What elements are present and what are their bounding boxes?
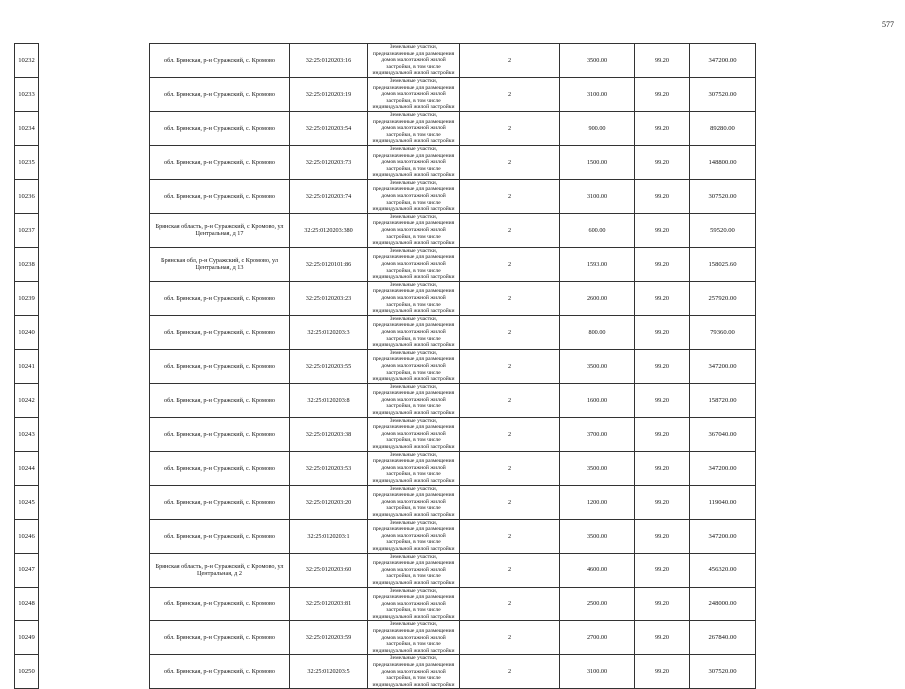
spacer-cell	[39, 451, 150, 485]
area-cell: 900.00	[560, 111, 635, 145]
land-purpose-cell: Земельные участки, предназначенные для размещения домов малоэтажной жилой застройки, в том числе индивидуальной жилой застройки	[368, 281, 460, 315]
cadastral-number-cell: 32:25:0120203:60	[290, 553, 368, 587]
cadastral-value-cell: 158720.00	[690, 383, 756, 417]
table-row	[15, 519, 887, 553]
table-row	[15, 213, 887, 247]
rate-cell: 99.20	[635, 621, 690, 655]
spacer-cell	[39, 519, 150, 553]
spacer-cell	[39, 621, 150, 655]
cadastral-number-cell: 32:25:0120203:19	[290, 77, 368, 111]
rate-cell: 99.20	[635, 281, 690, 315]
area-cell: 600.00	[560, 213, 635, 247]
table-row	[15, 485, 887, 519]
table-row	[15, 383, 887, 417]
land-purpose-cell: Земельные участки, предназначенные для размещения домов малоэтажной жилой застройки, в том числе индивидуальной жилой застройки	[368, 145, 460, 179]
row-number-cell: 10234	[15, 111, 39, 145]
group-cell: 2	[460, 281, 560, 315]
address-cell: обл. Брянская, р-н Суражский, с. Кромово	[150, 485, 290, 519]
rate-cell: 99.20	[635, 417, 690, 451]
cadastral-number-cell: 32:25:0120101:86	[290, 247, 368, 281]
group-cell: 2	[460, 77, 560, 111]
area-cell: 3100.00	[560, 179, 635, 213]
cadastral-number-cell: 32:25:0120203:16	[290, 44, 368, 78]
table-body	[15, 44, 887, 689]
group-cell: 2	[460, 451, 560, 485]
group-cell: 2	[460, 315, 560, 349]
cadastral-value-cell: 456320.00	[690, 553, 756, 587]
spacer-cell	[39, 485, 150, 519]
table-row	[15, 247, 887, 281]
row-number-cell: 10233	[15, 77, 39, 111]
land-purpose-cell: Земельные участки, предназначенные для размещения домов малоэтажной жилой застройки, в том числе индивидуальной жилой застройки	[368, 451, 460, 485]
table-row	[15, 145, 887, 179]
cadastral-value-cell: 307520.00	[690, 77, 756, 111]
address-cell: Брянская область, р-н Суражский, с Кромово, ул Центральная, д 2	[150, 553, 290, 587]
cadastral-number-cell: 32:25:0120203:73	[290, 145, 368, 179]
cadastral-number-cell: 32:25:0120203:38	[290, 417, 368, 451]
row-number-cell: 10247	[15, 553, 39, 587]
rate-cell: 99.20	[635, 655, 690, 689]
row-number-cell: 10240	[15, 315, 39, 349]
address-cell: обл. Брянская, р-н Суражский, с. Кромово	[150, 587, 290, 621]
row-number-cell: 10235	[15, 145, 39, 179]
address-cell: обл. Брянская, р-н Суражский, с. Кромово	[150, 179, 290, 213]
area-cell: 800.00	[560, 315, 635, 349]
spacer-cell	[39, 179, 150, 213]
cadastral-value-cell: 248000.00	[690, 587, 756, 621]
area-cell: 4600.00	[560, 553, 635, 587]
cadastral-number-cell: 32:25:0120203:8	[290, 383, 368, 417]
rate-cell: 99.20	[635, 213, 690, 247]
cadastral-value-cell: 347200.00	[690, 349, 756, 383]
address-cell: обл. Брянская, р-н Суражский, с. Кромово	[150, 451, 290, 485]
spacer-cell	[39, 247, 150, 281]
address-cell: обл. Брянская, р-н Суражский, с. Кромово	[150, 281, 290, 315]
land-purpose-cell: Земельные участки, предназначенные для размещения домов малоэтажной жилой застройки, в том числе индивидуальной жилой застройки	[368, 315, 460, 349]
row-number-cell: 10241	[15, 349, 39, 383]
row-number-cell: 10236	[15, 179, 39, 213]
land-purpose-cell: Земельные участки, предназначенные для размещения домов малоэтажной жилой застройки, в том числе индивидуальной жилой застройки	[368, 621, 460, 655]
table-row	[15, 655, 887, 689]
cadastral-value-cell: 59520.00	[690, 213, 756, 247]
table-row	[15, 553, 887, 587]
row-number-cell: 10246	[15, 519, 39, 553]
rate-cell: 99.20	[635, 315, 690, 349]
row-number-cell: 10242	[15, 383, 39, 417]
row-number-cell: 10243	[15, 417, 39, 451]
cadastral-value-cell: 347200.00	[690, 519, 756, 553]
land-purpose-cell: Земельные участки, предназначенные для размещения домов малоэтажной жилой застройки, в том числе индивидуальной жилой застройки	[368, 77, 460, 111]
spacer-cell	[39, 77, 150, 111]
spacer-cell	[39, 111, 150, 145]
cadastral-number-cell: 32:25:0120203:59	[290, 621, 368, 655]
cadastral-value-cell: 367040.00	[690, 417, 756, 451]
cadastral-value-cell: 89280.00	[690, 111, 756, 145]
cadastral-number-cell: 32:25:0120203:3	[290, 315, 368, 349]
cadastral-number-cell: 32:25:0120203:23	[290, 281, 368, 315]
area-cell: 3500.00	[560, 519, 635, 553]
area-cell: 1600.00	[560, 383, 635, 417]
row-number-cell: 10237	[15, 213, 39, 247]
spacer-cell	[39, 281, 150, 315]
group-cell: 2	[460, 383, 560, 417]
cadastral-value-cell: 347200.00	[690, 451, 756, 485]
rate-cell: 99.20	[635, 519, 690, 553]
group-cell: 2	[460, 247, 560, 281]
cadastral-value-cell: 148800.00	[690, 145, 756, 179]
cadastral-value-cell: 79360.00	[690, 315, 756, 349]
cadastral-number-cell: 32:25:0120203:55	[290, 349, 368, 383]
table-row	[15, 349, 887, 383]
row-number-cell: 10239	[15, 281, 39, 315]
rate-cell: 99.20	[635, 77, 690, 111]
spacer-cell	[39, 553, 150, 587]
group-cell: 2	[460, 213, 560, 247]
group-cell: 2	[460, 145, 560, 179]
row-number-cell: 10244	[15, 451, 39, 485]
cadastral-number-cell: 32:25:0120203:380	[290, 213, 368, 247]
group-cell: 2	[460, 44, 560, 78]
cadastral-number-cell: 32:25:0120203:81	[290, 587, 368, 621]
area-cell: 3700.00	[560, 417, 635, 451]
land-purpose-cell: Земельные участки, предназначенные для размещения домов малоэтажной жилой застройки, в том числе индивидуальной жилой застройки	[368, 655, 460, 689]
group-cell: 2	[460, 621, 560, 655]
table-row	[15, 417, 887, 451]
area-cell: 2500.00	[560, 587, 635, 621]
address-cell: обл. Брянская, р-н Суражский, с. Кромово	[150, 519, 290, 553]
group-cell: 2	[460, 553, 560, 587]
area-cell: 3500.00	[560, 349, 635, 383]
land-purpose-cell: Земельные участки, предназначенные для размещения домов малоэтажной жилой застройки, в том числе индивидуальной жилой застройки	[368, 349, 460, 383]
table-row	[15, 587, 887, 621]
address-cell: обл. Брянская, р-н Суражский, с. Кромово	[150, 349, 290, 383]
land-registry-table	[14, 43, 887, 689]
table-row	[15, 621, 887, 655]
row-number-cell: 10249	[15, 621, 39, 655]
address-cell: обл. Брянская, р-н Суражский, с. Кромово	[150, 621, 290, 655]
group-cell: 2	[460, 417, 560, 451]
rate-cell: 99.20	[635, 485, 690, 519]
spacer-cell	[39, 417, 150, 451]
cadastral-value-cell: 257920.00	[690, 281, 756, 315]
spacer-cell	[39, 145, 150, 179]
group-cell: 2	[460, 179, 560, 213]
rate-cell: 99.20	[635, 179, 690, 213]
address-cell: обл. Брянская, р-н Суражский, с. Кромово	[150, 383, 290, 417]
spacer-cell	[39, 587, 150, 621]
rate-cell: 99.20	[635, 145, 690, 179]
land-purpose-cell: Земельные участки, предназначенные для размещения домов малоэтажной жилой застройки, в том числе индивидуальной жилой застройки	[368, 417, 460, 451]
address-cell: обл. Брянская, р-н Суражский, с. Кромово	[150, 315, 290, 349]
rate-cell: 99.20	[635, 349, 690, 383]
land-purpose-cell: Земельные участки, предназначенные для размещения домов малоэтажной жилой застройки, в том числе индивидуальной жилой застройки	[368, 44, 460, 78]
spacer-cell	[39, 383, 150, 417]
cadastral-value-cell: 307520.00	[690, 655, 756, 689]
cadastral-value-cell: 307520.00	[690, 179, 756, 213]
land-purpose-cell: Земельные участки, предназначенные для размещения домов малоэтажной жилой застройки, в том числе индивидуальной жилой застройки	[368, 553, 460, 587]
cadastral-number-cell: 32:25:0120203:1	[290, 519, 368, 553]
area-cell: 2700.00	[560, 621, 635, 655]
cadastral-value-cell: 119040.00	[690, 485, 756, 519]
cadastral-number-cell: 32:25:0120203:74	[290, 179, 368, 213]
rate-cell: 99.20	[635, 44, 690, 78]
address-cell: обл. Брянская, р-н Суражский, с. Кромово	[150, 417, 290, 451]
table-row	[15, 44, 887, 78]
area-cell: 3500.00	[560, 44, 635, 78]
rate-cell: 99.20	[635, 111, 690, 145]
area-cell: 1593.00	[560, 247, 635, 281]
row-number-cell: 10232	[15, 44, 39, 78]
group-cell: 2	[460, 655, 560, 689]
spacer-cell	[39, 44, 150, 78]
cadastral-value-cell: 267840.00	[690, 621, 756, 655]
land-purpose-cell: Земельные участки, предназначенные для размещения домов малоэтажной жилой застройки, в том числе индивидуальной жилой застройки	[368, 179, 460, 213]
address-cell: обл. Брянская, р-н Суражский, с. Кромово	[150, 77, 290, 111]
area-cell: 3100.00	[560, 655, 635, 689]
cadastral-number-cell: 32:25:0120203:5	[290, 655, 368, 689]
spacer-cell	[39, 213, 150, 247]
rate-cell: 99.20	[635, 553, 690, 587]
address-cell: Брянская обл, р-н Суражский, с Кромово, ул Центральная, д 13	[150, 247, 290, 281]
cadastral-value-cell: 158025.60	[690, 247, 756, 281]
land-purpose-cell: Земельные участки, предназначенные для размещения домов малоэтажной жилой застройки, в том числе индивидуальной жилой застройки	[368, 111, 460, 145]
area-cell: 3100.00	[560, 77, 635, 111]
group-cell: 2	[460, 587, 560, 621]
cadastral-value-cell: 347200.00	[690, 44, 756, 78]
rate-cell: 99.20	[635, 247, 690, 281]
spacer-cell	[39, 349, 150, 383]
address-cell: обл. Брянская, р-н Суражский, с. Кромово	[150, 111, 290, 145]
area-cell: 1500.00	[560, 145, 635, 179]
rate-cell: 99.20	[635, 587, 690, 621]
land-purpose-cell: Земельные участки, предназначенные для размещения домов малоэтажной жилой застройки, в том числе индивидуальной жилой застройки	[368, 247, 460, 281]
area-cell: 1200.00	[560, 485, 635, 519]
land-purpose-cell: Земельные участки, предназначенные для размещения домов малоэтажной жилой застройки, в том числе индивидуальной жилой застройки	[368, 519, 460, 553]
cadastral-number-cell: 32:25:0120203:53	[290, 451, 368, 485]
area-cell: 2600.00	[560, 281, 635, 315]
rate-cell: 99.20	[635, 451, 690, 485]
table-row	[15, 111, 887, 145]
address-cell: обл. Брянская, р-н Суражский, с. Кромово	[150, 145, 290, 179]
table-row	[15, 179, 887, 213]
address-cell: обл. Брянская, р-н Суражский, с. Кромово	[150, 44, 290, 78]
land-purpose-cell: Земельные участки, предназначенные для размещения домов малоэтажной жилой застройки, в том числе индивидуальной жилой застройки	[368, 383, 460, 417]
page-number: 577	[882, 20, 894, 29]
group-cell: 2	[460, 519, 560, 553]
group-cell: 2	[460, 349, 560, 383]
cadastral-number-cell: 32:25:0120203:54	[290, 111, 368, 145]
address-cell: обл. Брянская, р-н Суражский, с. Кромово	[150, 655, 290, 689]
table-row	[15, 451, 887, 485]
row-number-cell: 10245	[15, 485, 39, 519]
land-purpose-cell: Земельные участки, предназначенные для размещения домов малоэтажной жилой застройки, в том числе индивидуальной жилой застройки	[368, 587, 460, 621]
land-purpose-cell: Земельные участки, предназначенные для размещения домов малоэтажной жилой застройки, в том числе индивидуальной жилой застройки	[368, 485, 460, 519]
spacer-cell	[39, 315, 150, 349]
group-cell: 2	[460, 485, 560, 519]
row-number-cell: 10248	[15, 587, 39, 621]
rate-cell: 99.20	[635, 383, 690, 417]
row-number-cell: 10250	[15, 655, 39, 689]
group-cell: 2	[460, 111, 560, 145]
land-purpose-cell: Земельные участки, предназначенные для размещения домов малоэтажной жилой застройки, в том числе индивидуальной жилой застройки	[368, 213, 460, 247]
area-cell: 3500.00	[560, 451, 635, 485]
spacer-cell	[39, 655, 150, 689]
row-number-cell: 10238	[15, 247, 39, 281]
table-row	[15, 281, 887, 315]
cadastral-number-cell: 32:25:0120203:20	[290, 485, 368, 519]
table-row	[15, 77, 887, 111]
address-cell: Брянская область, р-н Суражский, с Кромово, ул Центральная, д 17	[150, 213, 290, 247]
table-row	[15, 315, 887, 349]
